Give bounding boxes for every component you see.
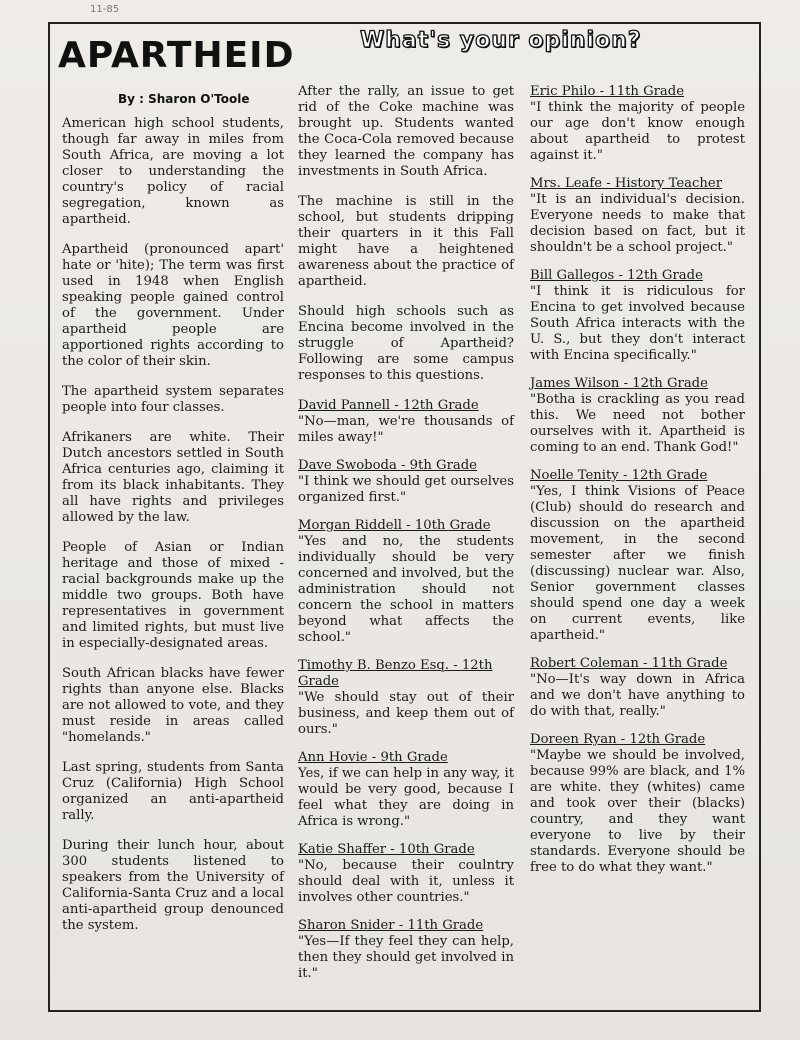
handwritten-date: 11-85	[90, 4, 120, 15]
opinion-banner: What's your opinion?	[360, 28, 642, 53]
student-response	[298, 658, 514, 738]
article-paragraph: During their lunch hour, about 300 students listened to speakers from the University of California-Santa Cruz and a local anti-apartheid group denounced the system.	[62, 838, 284, 933]
response-text: "Maybe we should be involved, because 99% are black, and 1% are white. they (whites) came and took over their (blacks) country, and they want everyone to live by their standards. Everyone should be free to do what they want."	[530, 748, 745, 875]
column-3	[530, 84, 745, 888]
student-response	[298, 518, 514, 646]
article-paragraph: American high school students, though far away in miles from South Africa, are moving a lot closer to understanding the country's policy of racial segregation, known as apartheid.	[62, 116, 284, 227]
respondent-name: Bill Gallegos - 12th Grade	[530, 268, 703, 283]
student-response	[530, 732, 745, 876]
response-text: "No, because their coulntry should deal with it, unless it involves other countries."	[298, 858, 514, 905]
student-response	[530, 268, 745, 364]
respondent-name: Katie Shaffer - 10th Grade	[298, 842, 475, 857]
response-text: "I think it is ridiculous for Encina to get involved because South Africa interacts with the U. S., but they don't interact with Encina specifically."	[530, 284, 745, 363]
article-paragraph: South African blacks have fewer rights than anyone else. Blacks are not allowed to vote, and they must reside in areas called "homelands."	[62, 666, 284, 745]
student-response	[530, 84, 745, 164]
student-response	[530, 376, 745, 456]
article-paragraph: Afrikaners are white. Their Dutch ancestors settled in South Africa centuries ago, claiming it from its black inhabitants. They all have rights and privileges allowed by the law.	[62, 430, 284, 525]
byline: By : Sharon O'Toole	[118, 92, 250, 106]
response-text: "We should stay out of their business, and keep them out of ours."	[298, 690, 514, 737]
article-paragraph: Last spring, students from Santa Cruz (California) High School organized an anti-apartheid rally.	[62, 760, 284, 823]
respondent-name: Doreen Ryan - 12th Grade	[530, 732, 706, 747]
respondent-name: Noelle Tenity - 12th Grade	[530, 468, 708, 483]
article-paragraph: Should high schools such as Encina become involved in the struggle of Apartheid? Following are some campus responses to this questions.	[298, 304, 514, 383]
response-text: "I think the majority of people our age don't know enough about apartheid to protest against it."	[530, 100, 745, 163]
student-response	[298, 398, 514, 446]
column-2	[298, 84, 514, 994]
respondent-name: Ann Hovie - 9th Grade	[298, 750, 448, 765]
student-response	[298, 842, 514, 906]
respondent-name: Robert Coleman - 11th Grade	[530, 656, 728, 671]
student-response	[298, 750, 514, 830]
student-response	[298, 458, 514, 506]
article-paragraph: After the rally, an issue to get rid of the Coke machine was brought up. Students wanted the Coca-Cola removed because they learned the company has investments in South Africa.	[298, 84, 514, 179]
column-1	[62, 116, 284, 948]
response-text: "No—It's way down in Africa and we don't have anything to do with that, really."	[530, 672, 745, 719]
student-response	[530, 656, 745, 720]
response-text: "I think we should get ourselves organized first."	[298, 474, 514, 505]
respondent-name: Dave Swoboda - 9th Grade	[298, 458, 477, 473]
respondent-name: Timothy B. Benzo Esq. - 12th Grade	[298, 658, 493, 689]
response-text: "Yes, I think Visions of Peace (Club) should do research and discussion on the apartheid movement, in the second semester after we finish (discussing) nuclear war. Also, Senior government classes should spend one day a week on current events, like apartheid."	[530, 484, 745, 643]
respondent-name: Eric Philo - 11th Grade	[530, 84, 685, 99]
article-paragraph: People of Asian or Indian heritage and those of mixed - racial backgrounds make up the middle two groups. Both have representatives in government and limited rights, but must live in especially-designated areas.	[62, 540, 284, 651]
respondent-name: Sharon Snider - 11th Grade	[298, 918, 484, 933]
respondent-name: James Wilson - 12th Grade	[530, 376, 708, 391]
article-paragraph: The apartheid system separates people into four classes.	[62, 384, 284, 415]
response-text: "Botha is crackling as you read this. We need not bother ourselves with it. Apartheid is coming to an end. Thank God!"	[530, 392, 745, 455]
response-text: "No—man, we're thousands of miles away!"	[298, 414, 514, 445]
article-paragraph: The machine is still in the school, but students dripping their quarters in it this Fall might have a heightened awareness about the practice of apartheid.	[298, 194, 514, 289]
respondent-name: Morgan Riddell - 10th Grade	[298, 518, 491, 533]
student-response	[530, 468, 745, 644]
article-paragraph: Apartheid (pronounced apart' hate or 'hite); The term was first used in 1948 when English speaking people gained control of the government. Under apartheid people are apportioned rights according to the color of their skin.	[62, 242, 284, 369]
student-response	[298, 918, 514, 982]
student-response	[530, 176, 745, 256]
response-text: "Yes and no, the students individually should be very concerned and involved, but the administration should not concern the school in matters beyond what affects the school."	[298, 534, 514, 645]
respondent-name: Mrs. Leafe - History Teacher	[530, 176, 723, 191]
respondent-name: David Pannell - 12th Grade	[298, 398, 479, 413]
response-text: "Yes—If they feel they can help, then they should get involved in it."	[298, 934, 514, 981]
response-text: "It is an individual's decision. Everyone needs to make that decision based on fact, but it shouldn't be a school project."	[530, 192, 745, 255]
response-text: Yes, if we can help in any way, it would be very good, because I feel what they are doing in Africa is wrong."	[298, 766, 514, 829]
article-headline: APARTHEID	[58, 35, 295, 76]
